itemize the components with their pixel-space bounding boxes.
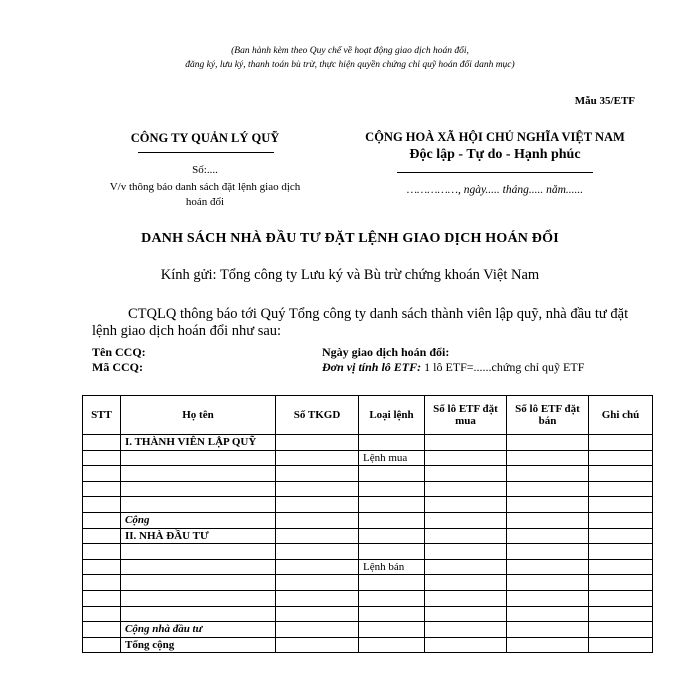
table-header-row [83,396,653,435]
trade-date-label: Ngày giao dịch hoán đổi: [322,345,450,359]
fund-name-label: Tên CCQ: [92,345,146,359]
table-row [83,481,653,497]
subtotal-cell: Cộng [121,512,276,528]
table-row [83,528,653,544]
investor-total-cell: Cộng nhà đầu tư [121,622,276,638]
table-row [83,544,653,560]
recipient: Kính gửi: Tổng công ty Lưu ký và Bù trừ chứng khoán Việt Nam [160,267,540,283]
table-row [83,590,653,606]
header-order-type: Loại lệnh [359,396,425,435]
doc-number: Số:.... [192,164,218,176]
table-row [83,435,653,451]
date-line: ……………, ngày..... tháng..... năm...... [406,184,584,196]
form-number: Mẫu 35/ETF [574,95,635,107]
motto-underline [397,172,593,173]
fund-code-label: Mã CCQ: [92,360,143,374]
subject-line2: hoán đổi [185,196,225,208]
table-row [83,622,653,638]
lot-unit-value: 1 lô ETF=......chứng chỉ quỹ ETF [421,360,585,374]
table-row [83,450,653,466]
table-row [83,512,653,528]
buy-order-cell: Lệnh mua [359,450,425,466]
header-buy-lots: Số lô ETF đặt mua [425,396,507,435]
section-members: I. THÀNH VIÊN LẬP QUỸ [121,435,276,451]
subject [70,180,340,210]
header-notes: Ghi chú [589,396,653,435]
subject-line1: V/v thông báo danh sách đặt lệnh giao dịch [109,181,301,193]
nation-name: CỘNG HOÀ XÃ HỘI CHỦ NGHĨA VIỆT NAM [365,130,625,144]
intro-text: CTQLQ thông báo tới Quý Tổng công ty danh sách thành viên lập quỹ, nhà đầu tư đặt lệnh giao dịch hoán đổi như sau: [92,306,629,339]
lot-unit [322,360,584,375]
org-name: CÔNG TY QUẢN LÝ QUỸ [130,131,280,145]
regulation-note-line2: đăng ký, lưu ký, thanh toán bù trừ, thực hiện quyền chứng chỉ quỹ hoán đổi danh mục) [185,60,515,70]
table-row [83,559,653,575]
table-row [83,606,653,622]
sell-order-cell: Lệnh bán [359,559,425,575]
table-row [83,575,653,591]
motto: Độc lập - Tự do - Hạnh phúc [409,147,581,162]
org-underline [138,152,274,153]
header-account: Số TKGD [276,396,359,435]
grand-total-cell: Tổng cộng [121,637,276,653]
document-title: DANH SÁCH NHÀ ĐẦU TƯ ĐẶT LỆNH GIAO DỊCH HOÁN ĐỔI [141,231,559,246]
lot-unit-label: Đơn vị tính lô ETF: [322,360,422,374]
order-table [82,395,653,653]
header-stt: STT [83,396,121,435]
regulation-note [0,44,700,72]
header-name: Họ tên [121,396,276,435]
section-investors: II. NHÀ ĐẦU TƯ [121,528,276,544]
header-sell-lots: Số lô ETF đặt bán [507,396,589,435]
intro-paragraph [92,306,637,340]
table-row [83,466,653,482]
table-row [83,497,653,513]
regulation-note-line1: (Ban hành kèm theo Quy chế về hoạt động giao dịch hoán đổi, [231,46,469,56]
table-row [83,637,653,653]
